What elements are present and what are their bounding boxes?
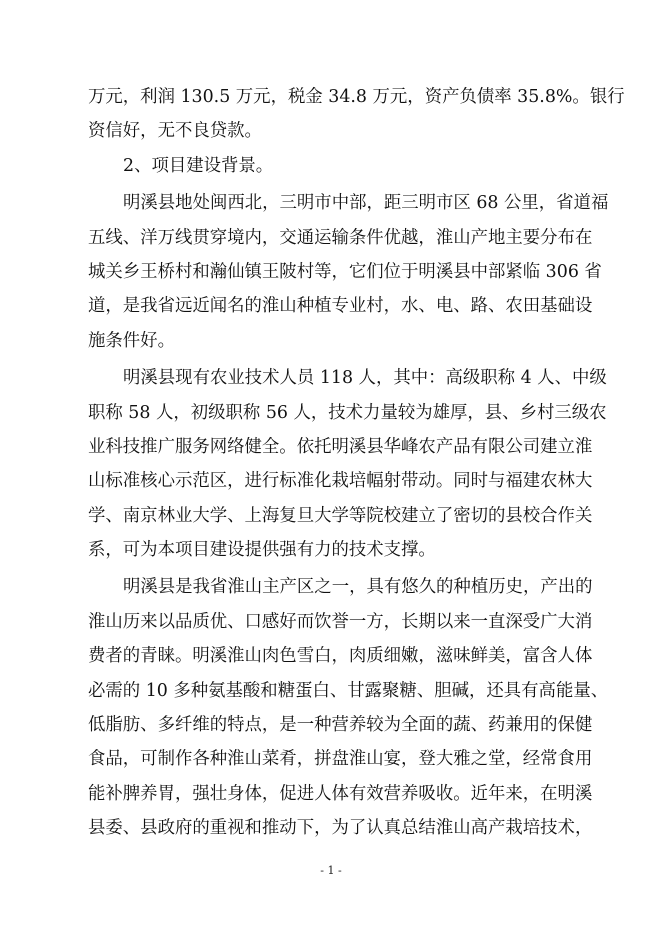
paragraph-p1 — [88, 80, 625, 149]
document-page — [88, 80, 625, 846]
text-line: 山标准核心示范区，进行标准化栽培幅射带动。同时与福建农林大 — [88, 471, 593, 492]
text-line: 淮山历来以品质优、口感好而饮誉一方，长期以来一直深受广大消 — [88, 611, 593, 632]
text-line: 食品，可制作各种淮山菜肴，拼盘淮山宴，登大雅之堂，经常食用 — [88, 749, 593, 770]
paragraph-p4 — [88, 361, 607, 567]
text-line: 业科技推广服务网络健全。依托明溪县华峰农产品有限公司建立淮 — [88, 436, 593, 457]
paragraph-p3 — [88, 186, 609, 358]
text-line: 明溪县地处闽西北，三明市中部，距三明市区 68 公里，省道福 — [123, 193, 609, 214]
section-heading: 2、项目建设背景。 — [123, 155, 274, 176]
page-number: - 1 - — [320, 864, 342, 877]
text-line: 万元，利润 130.5 万元，税金 34.8 万元，资产负债率 35.8%。银行 — [88, 87, 625, 107]
text-line: 五线、洋万线贯穿境内，交通运输条件优越，淮山产地主要分布在 — [88, 227, 593, 248]
text-line: 费者的青睐。明溪淮山肉色雪白，肉质细嫩，滋味鲜美，富含人体 — [88, 646, 593, 667]
text-line: 城关乡王桥村和瀚仙镇王陂村等，它们位于明溪县中部紧临 306 省 — [88, 261, 602, 282]
paragraph-p2 — [88, 149, 574, 183]
text-line: 职称 58 人，初级职称 56 人，技术力量较为雄厚，县、乡村三级农 — [88, 402, 607, 423]
text-line: 资信好，无不良贷款。 — [88, 121, 262, 142]
text-line: 能补脾养胃，强壮身体，促进人体有效营养吸收。近年来，在明溪 — [88, 783, 593, 804]
text-line: 施条件好。 — [88, 330, 175, 351]
text-line: 明溪县是我省淮山主产区之一，具有悠久的种植历史，产出的 — [123, 577, 593, 598]
text-line: 学、南京林业大学、上海复旦大学等院校建立了密切的县校合作关 — [88, 505, 593, 526]
text-line: 系，可为本项目建设提供强有力的技术支撑。 — [88, 540, 436, 561]
paragraph-p5 — [88, 570, 609, 845]
text-line: 道，是我省远近闻名的淮山种植专业村，水、电、路、农田基础设 — [88, 296, 593, 317]
text-line: 低脂肪、多纤维的特点，是一种营养较为全面的蔬、药兼用的保健 — [88, 715, 593, 736]
text-line: 县委、县政府的重视和推动下，为了认真总结淮山高产栽培技术， — [88, 818, 593, 839]
text-line: 必需的 10 多种氨基酸和糖蛋白、甘露聚糖、胆碱，还具有高能量、 — [88, 680, 609, 701]
text-line: 明溪县现有农业技术人员 118 人，其中：高级职称 4 人、中级 — [123, 368, 607, 389]
